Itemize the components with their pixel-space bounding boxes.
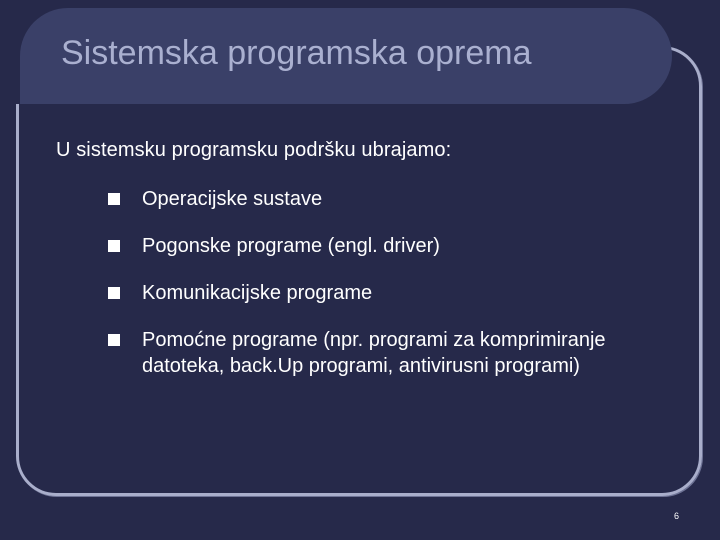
slide-title: Sistemska programska oprema	[61, 34, 532, 72]
square-bullet-icon	[108, 193, 120, 205]
square-bullet-icon	[108, 334, 120, 346]
bullet-label: Pogonske programe (engl. driver)	[142, 235, 440, 257]
bullet-item	[56, 233, 666, 259]
page-number: 6	[674, 511, 680, 521]
bullet-label: Operacijske sustave	[142, 188, 323, 210]
bullet-item	[56, 327, 666, 379]
bullet-list	[56, 186, 666, 379]
intro-text: U sistemsku programsku podršku ubrajamo:	[56, 139, 452, 161]
square-bullet-icon	[108, 287, 120, 299]
slide-content	[56, 138, 666, 400]
bullet-item	[56, 186, 666, 212]
square-bullet-icon	[108, 240, 120, 252]
bullet-label: Komunikacijske programe	[142, 282, 373, 304]
bullet-label: Pomoćne programe (npr. programi za komprimiranje datoteka, back.Up programi, antivirusni programi)	[142, 329, 606, 377]
bullet-item	[56, 280, 666, 306]
